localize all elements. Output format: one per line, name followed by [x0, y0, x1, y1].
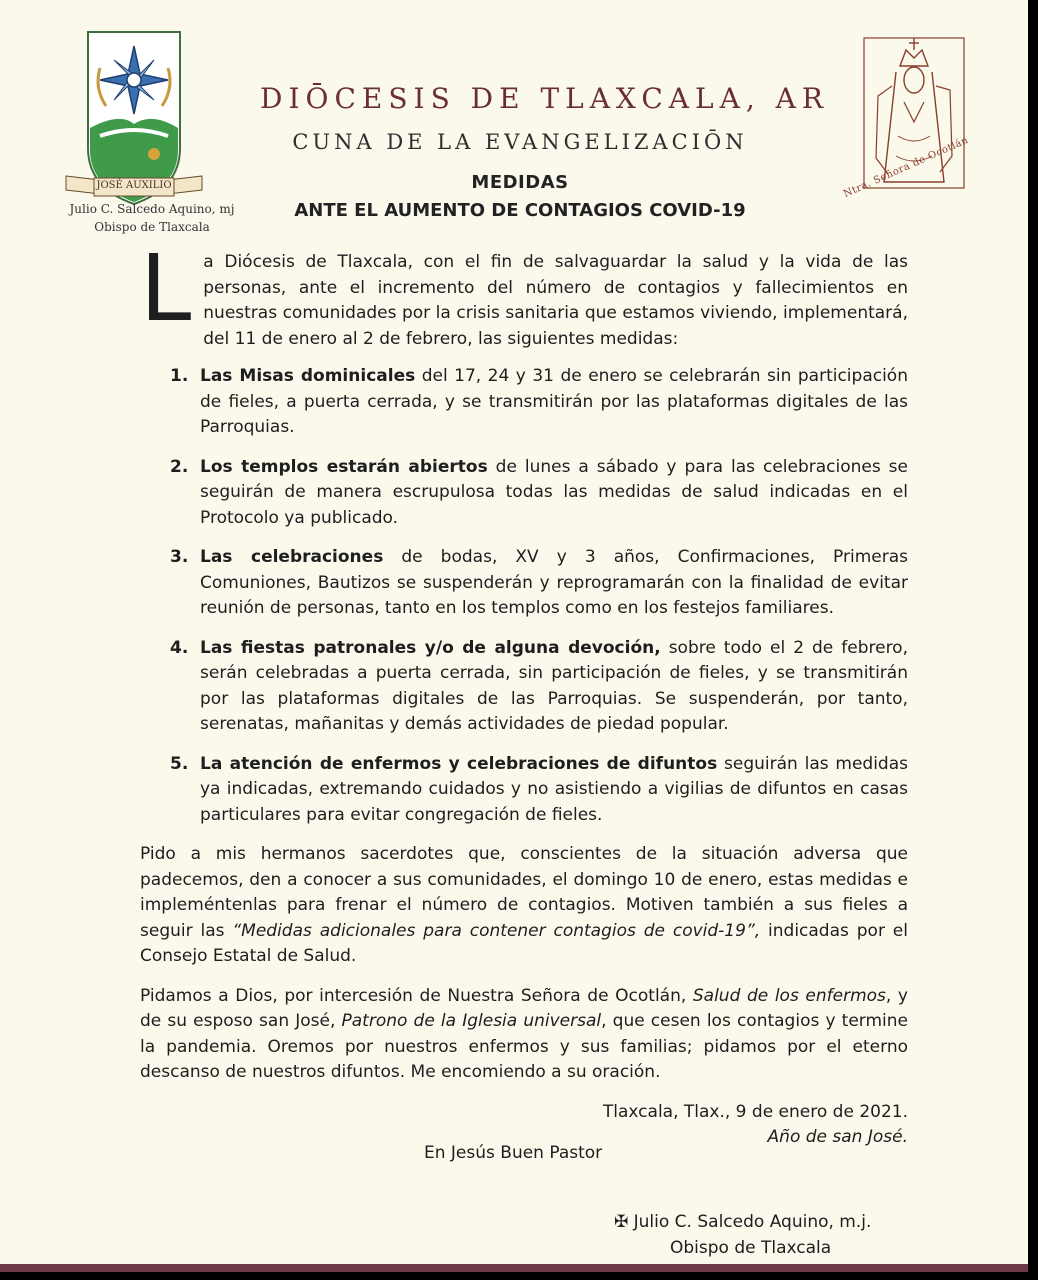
list-item [140, 752, 908, 829]
paragraph-prayer [140, 984, 908, 1086]
intro-paragraph [140, 235, 908, 352]
diocese-subtitle: CUNA DE LA EVANGELIZACIŌN [292, 130, 748, 154]
list-item [140, 455, 908, 532]
item-number: 5. [170, 753, 189, 774]
signature-title: Obispo de Tlaxcala [670, 1238, 832, 1258]
item-number: 3. [170, 547, 189, 567]
item-text: de bodas, XV y 3 años, Confirmaciones, Primeras Comuniones, Bautizos se suspenderán y reprogramarán con la finalidad de evitar reunión de personas, tanto en los templos como en los festejos familiares. [200, 547, 909, 618]
dropcap: L [140, 235, 192, 342]
item-number: 4. [170, 637, 189, 658]
item-bold: Las celebraciones [200, 547, 384, 567]
list-item [140, 545, 908, 622]
para2-text-b: , y de su esposo san José, [140, 985, 908, 1031]
salutation: En Jesús Buen Pastor [424, 1143, 603, 1163]
letter-body [140, 235, 909, 1151]
crest-signature-line1: Julio C. Salcedo Aquino, mj [69, 202, 235, 216]
item-bold: Las Misas dominicales [200, 366, 416, 386]
bottom-border [0, 1264, 1028, 1272]
para2-text-a: Pidamos a Dios, por intercesión de Nuestra Señora de Ocotlán, [140, 985, 693, 1006]
para2-italic-1: Salud de los enfermos [692, 985, 886, 1006]
item-text: del 17, 24 y 31 de enero se celebrarán sin participación de fieles, a puerta cerrada, y se transmitirán por las plataformas digitales de las Parroquias. [200, 366, 908, 437]
signature-name: ✠ Julio C. Salcedo Aquino, m.j. [614, 1212, 872, 1232]
item-text: de lunes a sábado y para las celebraciones se seguirán de manera escrupulosa todas las medidas de salud indicadas en el Protocolo ya publicado. [200, 456, 908, 528]
item-number: 1. [170, 366, 189, 386]
crest-signature-line2: Obispo de Tlaxcala [94, 220, 210, 234]
document-heading: MEDIDAS [471, 172, 569, 193]
place-date: Tlaxcala, Tlax., 9 de enero de 2021. [602, 1101, 908, 1122]
item-bold: La atención de enfermos y celebraciones de difuntos [200, 753, 718, 774]
item-bold: Las fiestas patronales y/o de alguna devoción, [200, 637, 661, 658]
para1-text-b: indicadas por el Consejo Estatal de Salud. [140, 920, 908, 966]
list-item [140, 364, 908, 441]
paragraph-priests [140, 842, 908, 970]
document-subheading: ANTE EL AUMENTO DE CONTAGIOS COVID-19 [294, 200, 746, 221]
measures-list [140, 364, 908, 828]
para1-text-a: Pido a mis hermanos sacerdotes que, conscientes de la situación adversa que padecemos, den a conocer a sus comunidades, el domingo 10 de enero, estas medidas e impleméntenlas para frenar el número de contagios. Motiven también a sus fieles a seguir las [140, 844, 908, 941]
intro-text: a Diócesis de Tlaxcala, con el fin de salvaguardar la salud y la vida de las personas, ante el incremento del número de contagios y fallecimientos en nuestras comunidades por la crisis sanitaria que estamos viviendo, implementará, del 11 de enero al 2 de febrero, las siguientes medidas: [203, 252, 908, 349]
item-text: seguirán las medidas ya indicadas, extremando cuidados y no asistiendo a vigilias de difuntos en casas particulares para evitar congregación de fieles. [200, 753, 909, 825]
para2-italic-2: Patrono de la Iglesia universal [341, 1011, 602, 1031]
virgin-caption: Ntra. Señora de Ocotlán [842, 134, 971, 201]
diocese-title: DIŌCESIS DE TLAXCALA, AR [260, 82, 829, 115]
item-bold: Los templos estarán abiertos [200, 456, 488, 477]
para1-italic: “Medidas adicionales para contener contagios de covid-19”, [232, 920, 761, 941]
item-text: sobre todo el 2 de febrero, serán celebradas a puerta cerrada, sin participación de fieles, y se transmitirán por las plataformas digitales de las Parroquias. Se suspenderán, por tanto, serenatas, mañanitas y demás actividades de piedad popular. [200, 637, 908, 734]
crest-banner-text: JOSÉ AUXILIO [96, 180, 172, 191]
list-item [140, 636, 908, 738]
year-note: Año de san José. [767, 1127, 908, 1147]
item-number: 2. [170, 456, 189, 477]
para2-text-c: , que cesen los contagios y termine la pandemia. Oremos por nuestros enfermos y sus familias; pidamos por el eterno descanso de nuestros difuntos. Me encomiendo a su oración. [140, 1011, 908, 1082]
